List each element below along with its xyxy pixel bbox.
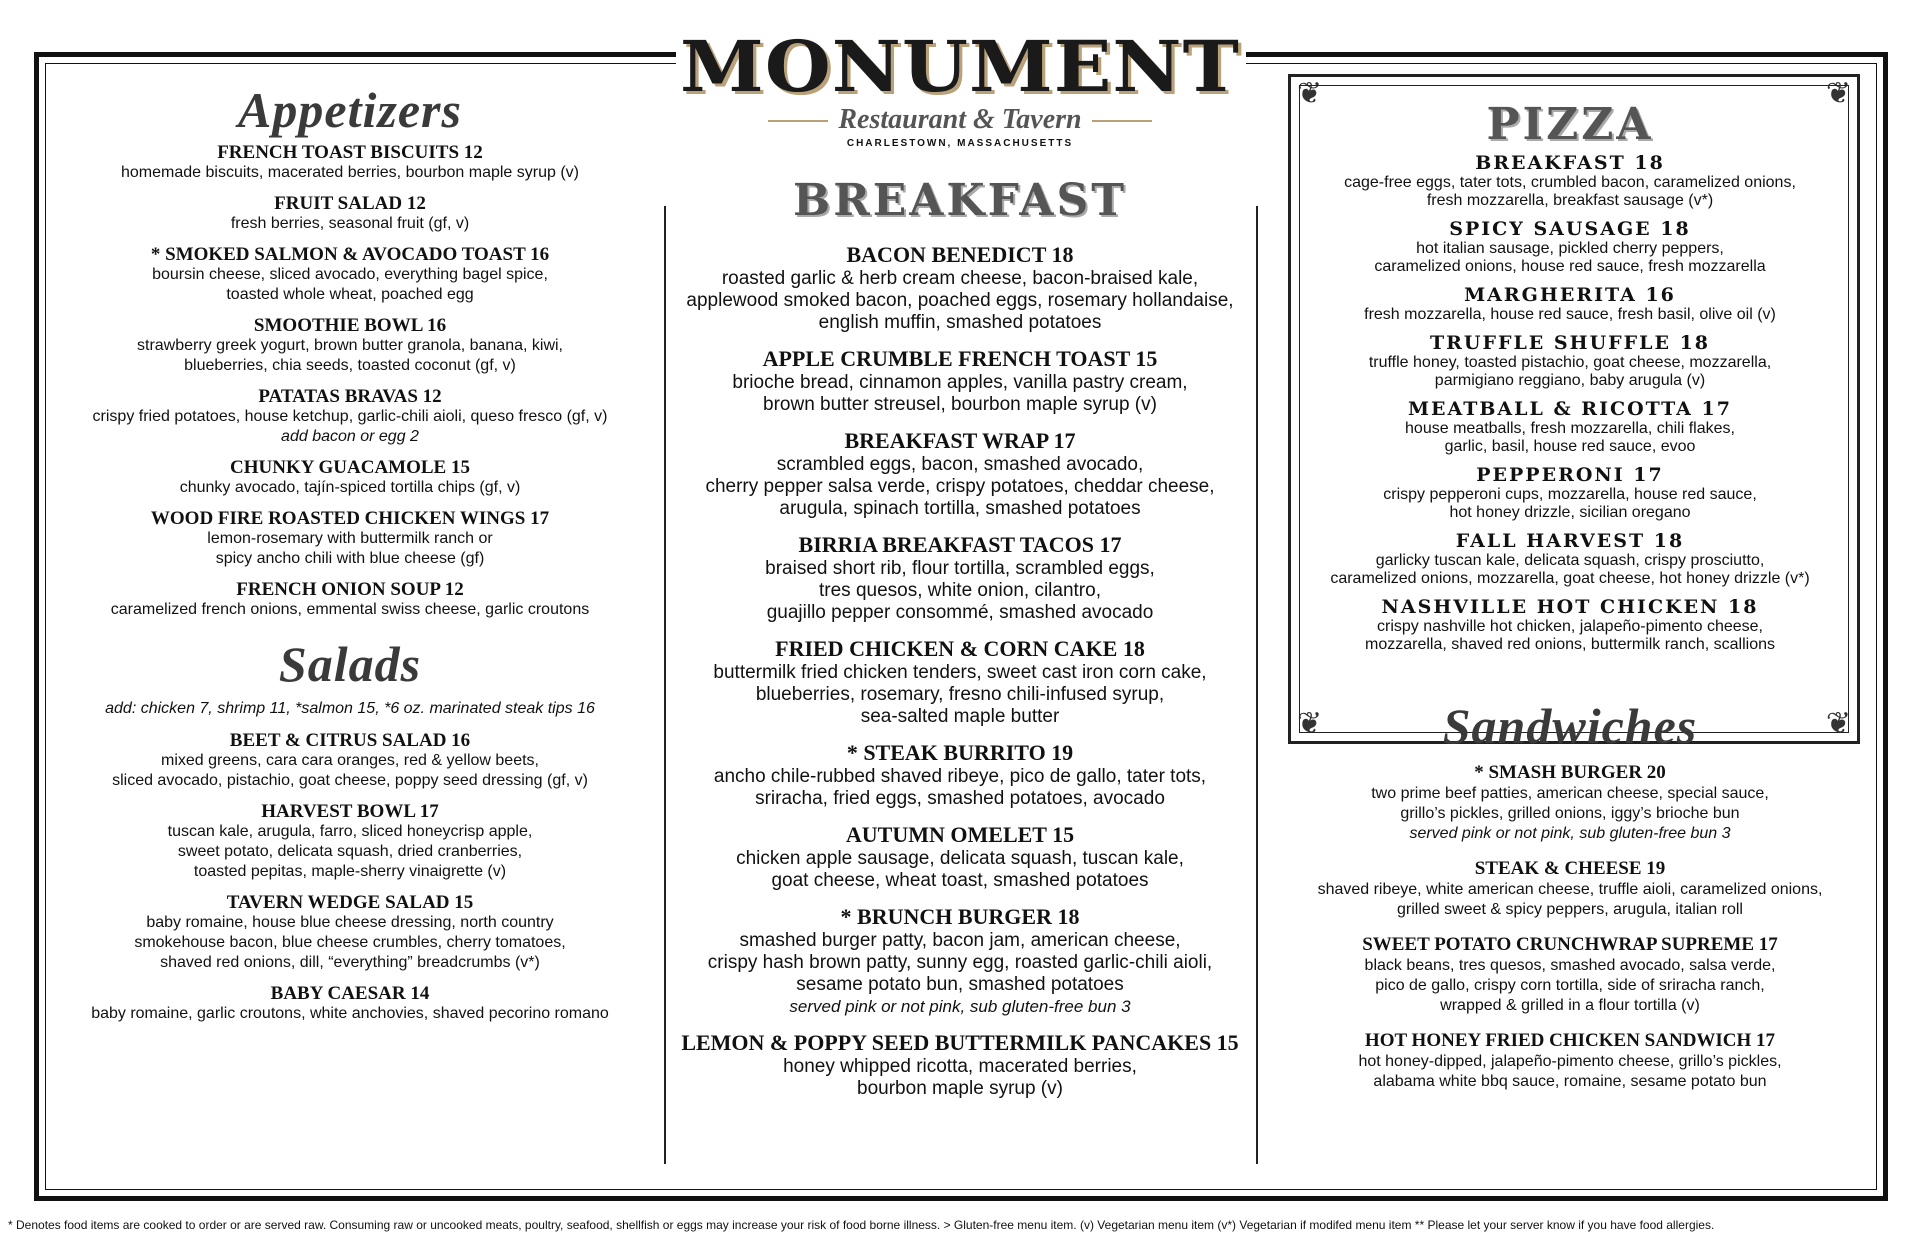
item-description: shaved ribeye, white american cheese, truffle aioli, caramelized onions, [1317,881,1823,898]
logo-rule-right [1092,120,1152,122]
item-description: mixed greens, cara cara oranges, red & yellow beets, [161,752,539,769]
item-description: roasted garlic & herb cream cheese, bacon-braised kale, [721,268,1199,289]
salads-heading: Salads [278,636,422,692]
item-description: smashed burger patty, bacon jam, american cheese, [739,930,1181,951]
item-name: STEAK & CHEESE 19 [1474,858,1666,879]
logo-rule-left [768,120,828,122]
item-name: SPICY SAUSAGE 18 [1449,218,1691,240]
item-description: pico de gallo, crispy corn tortilla, side of sriracha ranch, [1375,977,1765,994]
logo-subtitle: Restaurant & Tavern [838,104,1082,135]
item-name: FRIED CHICKEN & CORN CAKE 18 [775,636,1145,661]
item-description: fresh berries, seasonal fruit (gf, v) [230,215,470,232]
item-description: hot honey drizzle, sicilian oregano [1449,504,1691,521]
item-description: hot honey-dipped, jalapeño-pimento cheese, grillo’s pickles, [1358,1053,1782,1070]
item-name: MARGHERITA 16 [1464,284,1676,306]
appetizers-item [70,508,630,569]
item-description: scrambled eggs, bacon, smashed avocado, [776,454,1144,475]
left-column [70,80,630,1034]
item-name: PATATAS BRAVAS 12 [258,386,442,407]
item-name: TRUFFLE SHUFFLE 18 [1429,332,1711,354]
item-description: cherry pepper salsa verde, crispy potatoes, cheddar cheese, [705,476,1215,497]
appetizers-heading: Appetizers [238,82,462,138]
item-description: homemade biscuits, macerated berries, bourbon maple syrup (v) [121,164,579,181]
breakfast-item [672,532,1248,624]
middle-column [672,176,1248,1112]
pizza-item [1300,284,1840,324]
ornament-top-left-icon: ❦ [1297,77,1323,110]
breakfast-item [672,242,1248,334]
item-description: arugula, spinach tortilla, smashed potatoes [779,498,1141,519]
item-description: spicy ancho chili with blue cheese (gf) [215,550,485,567]
item-description: honey whipped ricotta, macerated berries, [783,1056,1137,1077]
item-name: AUTUMN OMELET 15 [845,822,1075,847]
restaurant-logo [680,25,1240,149]
sandwiches-heading: Sandwiches [1442,698,1698,754]
item-description: tres quesos, white onion, cilantro, [819,580,1101,601]
item-description: blueberries, rosemary, fresno chili-infused syrup, [755,684,1165,705]
sandwiches-item [1300,858,1840,920]
item-description: tuscan kale, arugula, farro, sliced honeycrisp apple, [167,823,533,840]
item-description: blueberries, chia seeds, toasted coconut (gf, v) [184,357,516,374]
salads-item [70,983,630,1024]
item-name: BREAKFAST 18 [1475,152,1665,174]
item-description: bourbon maple syrup (v) [857,1078,1063,1099]
item-note: served pink or not pink, sub gluten-free bun 3 [789,997,1131,1016]
item-description: ancho chile-rubbed shaved ribeye, pico de gallo, tater tots, [713,766,1207,787]
pizza-item [1300,596,1840,654]
item-description: chicken apple sausage, delicata squash, tuscan kale, [736,848,1184,869]
item-description: caramelized onions, mozzarella, goat cheese, hot honey drizzle (v*) [1330,570,1810,587]
item-description: chunky avocado, tajín-spiced tortilla chips (gf, v) [179,479,521,496]
item-description: crispy nashville hot chicken, jalapeño-pimento cheese, [1377,618,1763,635]
breakfast-item [672,740,1248,810]
footer-disclaimer: * Denotes food items are cooked to order or are served raw. Consuming raw or uncooked meats, poultry, seafood, shellfish or eggs may increase your risk of food borne illness. > Gluten-free menu item. (v) Vegetarian menu item (v*) Vegetarian if modifed menu item ** Please let your server know if you have food allergies. [8,1218,1715,1232]
item-description: baby romaine, garlic croutons, white anchovies, shaved pecorino romano [91,1005,609,1022]
item-name: BABY CAESAR 14 [270,983,430,1004]
appetizers-item [70,579,630,620]
logo-subtitle-row [700,106,1220,136]
item-description: sriracha, fried eggs, smashed potatoes, avocado [755,788,1165,809]
sandwiches-item [1300,762,1840,844]
item-name: * STEAK BURRITO 19 [846,740,1074,765]
item-description: two prime beef patties, american cheese, special sauce, [1371,785,1769,802]
item-description: goat cheese, wheat toast, smashed potatoes [771,870,1149,891]
salads-add-note: add: chicken 7, shrimp 11, *salmon 15, *6 oz. marinated steak tips 16 [105,700,595,717]
item-description: brioche bread, cinnamon apples, vanilla pastry cream, [732,372,1188,393]
sandwiches-list [1300,762,1840,1092]
logo-location: CHARLESTOWN, MASSACHUSETTS [846,138,1074,149]
item-name: MEATBALL & RICOTTA 17 [1408,398,1732,420]
item-name: TAVERN WEDGE SALAD 15 [226,892,474,913]
item-description: crispy hash brown patty, sunny egg, roasted garlic-chili aioli, [707,952,1213,973]
item-name: FALL HARVEST 18 [1455,530,1685,552]
appetizers-item [70,244,630,305]
pizza-list [1300,152,1840,654]
logo-title: MONUMENT [680,25,1240,108]
appetizers-item [70,386,630,447]
item-name: HARVEST BOWL 17 [261,801,439,822]
item-name: * BRUNCH BURGER 18 [840,904,1080,929]
sandwiches-item [1300,934,1840,1016]
item-description: caramelized onions, house red sauce, fresh mozzarella [1374,258,1766,275]
item-name: SWEET POTATO CRUNCHWRAP SUPREME 17 [1362,934,1778,955]
item-description: applewood smoked bacon, poached eggs, rosemary hollandaise, [686,290,1234,311]
breakfast-item [672,822,1248,892]
item-description: mozzarella, shaved red onions, buttermilk ranch, scallions [1365,636,1775,653]
appetizers-item [70,193,630,234]
item-description: cage-free eggs, tater tots, crumbled bacon, caramelized onions, [1344,174,1796,191]
item-description: wrapped & grilled in a flour tortilla (v) [1440,997,1700,1014]
appetizers-item [70,457,630,498]
item-description: caramelized french onions, emmental swiss cheese, garlic croutons [110,601,590,618]
item-name: BREAKFAST WRAP 17 [844,428,1076,453]
item-name: FRENCH TOAST BISCUITS 12 [217,142,483,163]
pizza-item [1300,398,1840,456]
breakfast-item [672,636,1248,728]
ornament-bottom-left-icon: ❦ [1297,707,1323,740]
item-description: english muffin, smashed potatoes [818,312,1102,333]
item-description: sesame potato bun, smashed potatoes [796,974,1124,995]
item-description: braised short rib, flour tortilla, scrambled eggs, [765,558,1155,579]
item-description: hot italian sausage, pickled cherry peppers, [1416,240,1724,257]
item-description: boursin cheese, sliced avocado, everything bagel spice, [152,266,548,283]
item-description: garlicky tuscan kale, delicata squash, crispy prosciutto, [1375,552,1765,569]
item-name: PEPPERONI 17 [1476,464,1664,486]
item-description: house meatballs, fresh mozzarella, chili flakes, [1405,420,1735,437]
item-name: CHUNKY GUACAMOLE 15 [230,457,470,478]
breakfast-heading: BREAKFAST [793,175,1127,226]
item-description: shaved red onions, dill, “everything” breadcrumbs (v*) [160,954,540,971]
item-name: * SMASH BURGER 20 [1474,762,1666,783]
item-name: APPLE CRUMBLE FRENCH TOAST 15 [762,346,1158,371]
item-description: alabama white bbq sauce, romaine, sesame potato bun [1373,1073,1767,1090]
item-name: NASHVILLE HOT CHICKEN 18 [1381,596,1759,618]
item-description: fresh mozzarella, breakfast sausage (v*) [1426,192,1714,209]
salads-item [70,730,630,791]
item-description: toasted whole wheat, poached egg [226,286,474,303]
pizza-heading: PIZZA [1486,99,1654,150]
item-description: lemon-rosemary with buttermilk ranch or [207,530,493,547]
salads-list [70,730,630,1024]
item-name: BIRRIA BREAKFAST TACOS 17 [798,532,1122,557]
item-description: truffle honey, toasted pistachio, goat cheese, mozzarella, [1368,354,1772,371]
breakfast-item [672,346,1248,416]
right-column [1300,100,1840,1106]
item-description: sweet potato, delicata squash, dried cranberries, [177,843,523,860]
item-description: buttermilk fried chicken tenders, sweet cast iron corn cake, [713,662,1207,683]
salads-item [70,801,630,882]
item-description: baby romaine, house blue cheese dressing, north country [146,914,554,931]
column-divider-left [664,206,666,1164]
item-name: FRENCH ONION SOUP 12 [236,579,464,600]
appetizers-item [70,315,630,376]
breakfast-item [672,1030,1248,1100]
item-name: WOOD FIRE ROASTED CHICKEN WINGS 17 [150,508,550,529]
item-note: served pink or not pink, sub gluten-free bun 3 [1409,825,1731,842]
item-description: sea-salted maple butter [860,706,1060,727]
pizza-item [1300,464,1840,522]
item-name: SMOOTHIE BOWL 16 [253,315,447,336]
item-note: add bacon or egg 2 [281,428,419,445]
item-description: parmigiano reggiano, baby arugula (v) [1434,372,1706,389]
item-description: toasted pepitas, maple-sherry vinaigrette (v) [193,863,507,880]
breakfast-item [672,904,1248,1018]
item-name: BEET & CITRUS SALAD 16 [229,730,471,751]
item-name: * SMOKED SALMON & AVOCADO TOAST 16 [150,244,550,265]
item-description: grilled sweet & spicy peppers, arugula, italian roll [1397,901,1743,918]
item-name: FRUIT SALAD 12 [274,193,426,214]
item-description: garlic, basil, house red sauce, evoo [1444,438,1696,455]
salads-item [70,892,630,973]
appetizers-item [70,142,630,183]
breakfast-item [672,428,1248,520]
item-name: HOT HONEY FRIED CHICKEN SANDWICH 17 [1364,1030,1776,1051]
pizza-item [1300,218,1840,276]
item-description: black beans, tres quesos, smashed avocado, salsa verde, [1364,957,1776,974]
item-description: crispy fried potatoes, house ketchup, garlic-chili aioli, queso fresco (gf, v) [92,408,608,425]
ornament-top-right-icon: ❦ [1825,77,1851,110]
item-description: crispy pepperoni cups, mozzarella, house red sauce, [1383,486,1757,503]
item-description: smokehouse bacon, blue cheese crumbles, cherry tomatoes, [134,934,566,951]
item-description: sliced avocado, pistachio, goat cheese, poppy seed dressing (gf, v) [112,772,588,789]
item-name: BACON BENEDICT 18 [846,242,1074,267]
breakfast-list [672,242,1248,1100]
item-description: fresh mozzarella, house red sauce, fresh basil, olive oil (v) [1364,306,1776,323]
pizza-item [1300,530,1840,588]
item-description: grillo’s pickles, grilled onions, iggy’s brioche bun [1400,805,1740,822]
item-description: strawberry greek yogurt, brown butter granola, banana, kiwi, [137,337,563,354]
appetizers-list [70,142,630,620]
pizza-item [1300,332,1840,390]
item-name: LEMON & POPPY SEED BUTTERMILK PANCAKES 15 [681,1030,1239,1055]
pizza-item [1300,152,1840,210]
sandwiches-item [1300,1030,1840,1092]
column-divider-right [1256,206,1258,1164]
ornament-bottom-right-icon: ❦ [1825,707,1851,740]
item-description: guajillo pepper consommé, smashed avocado [766,602,1154,623]
item-description: brown butter streusel, bourbon maple syrup (v) [763,394,1157,415]
